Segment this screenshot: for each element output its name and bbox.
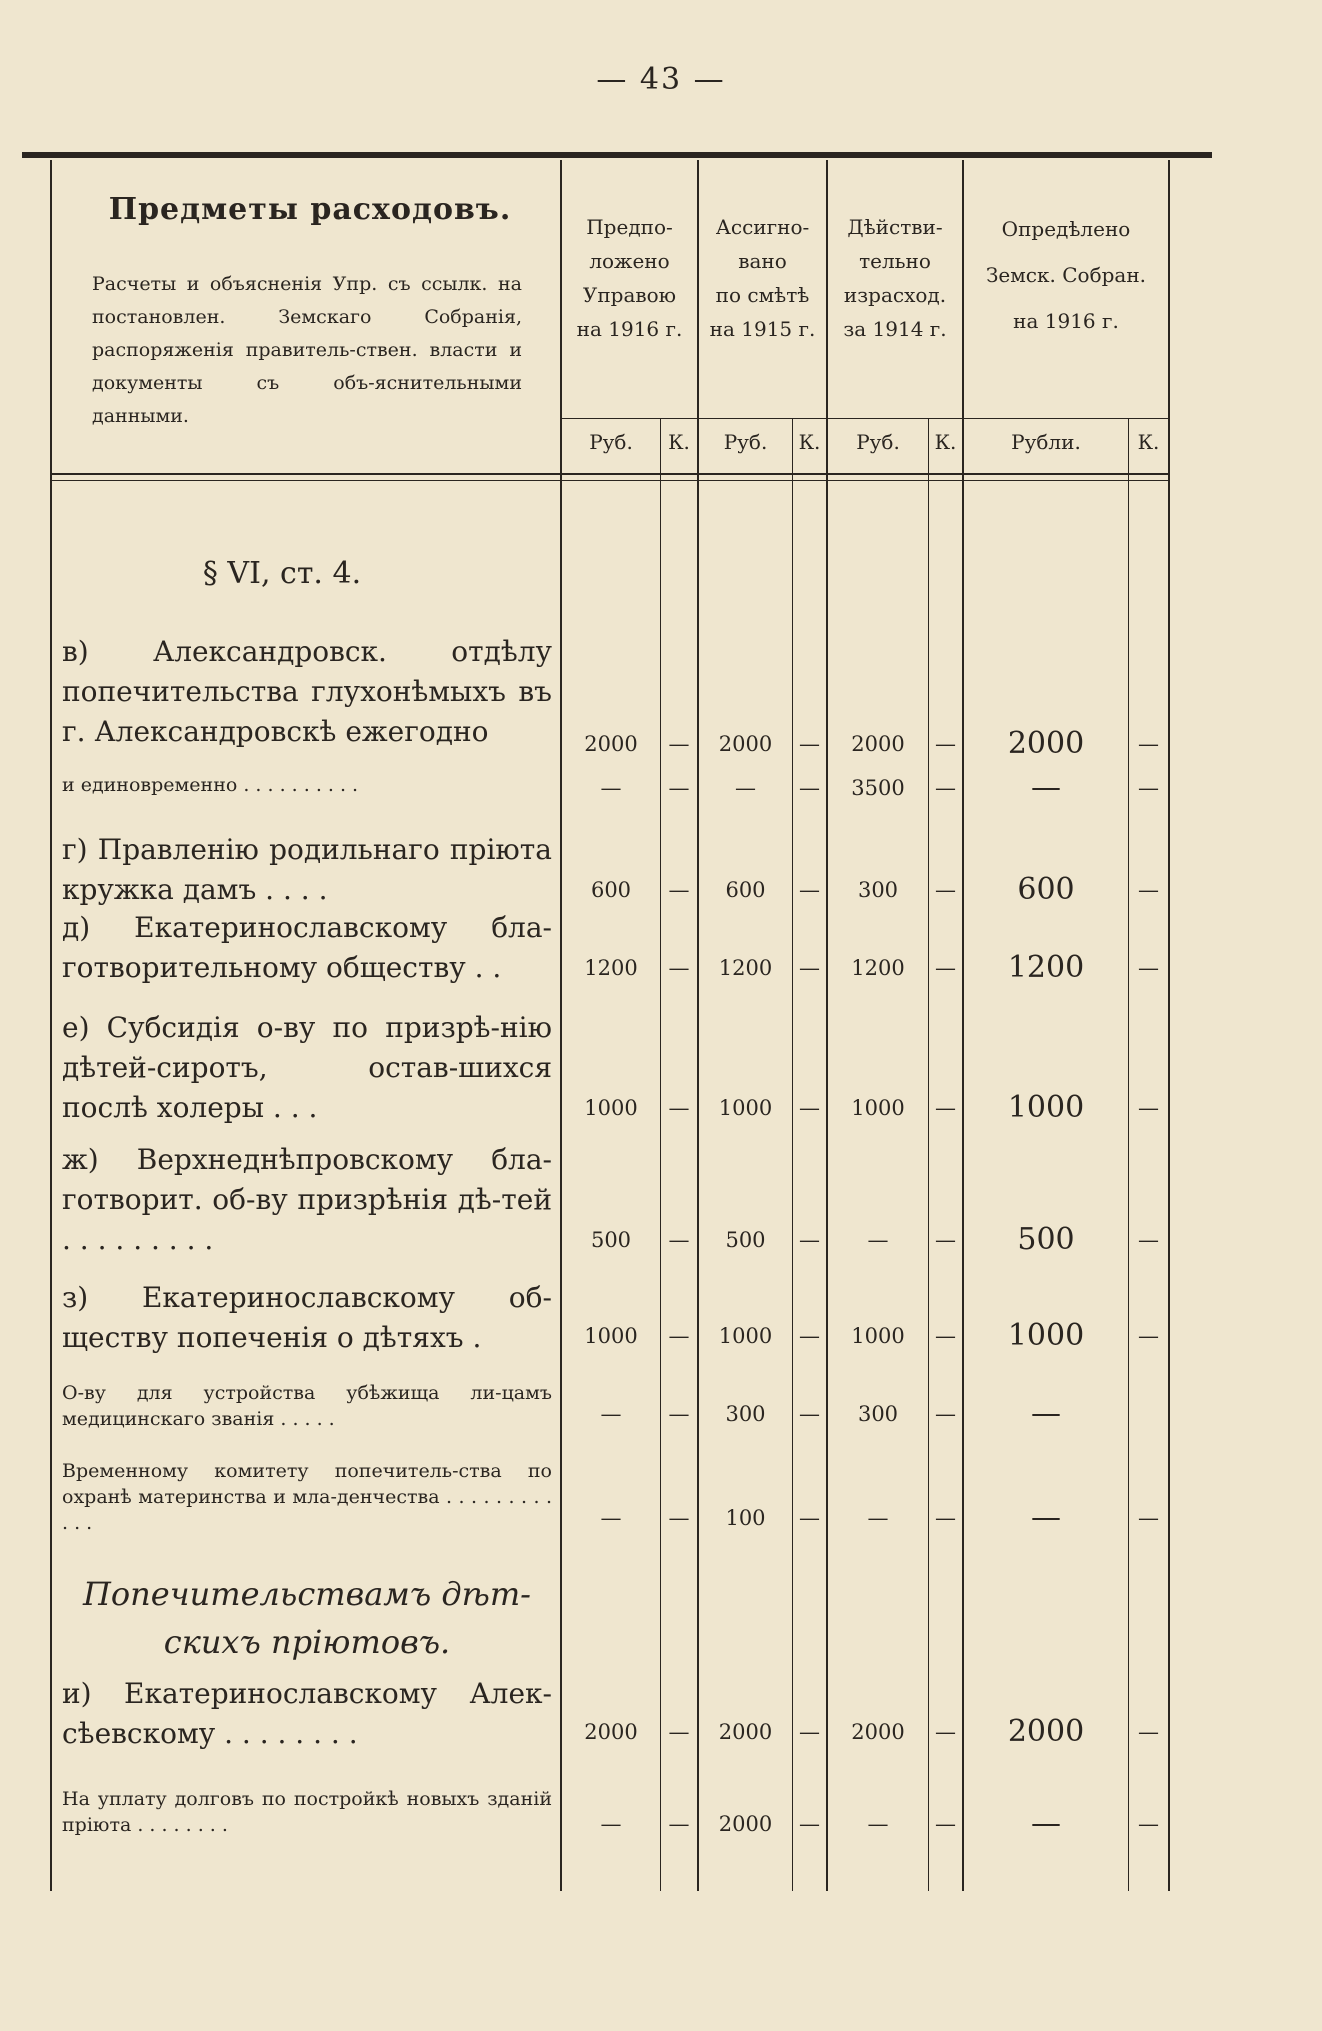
- row-value-c3: —: [867, 1812, 889, 1836]
- row-description: д) Екатеринославскому бла-готворительному обществу . .: [62, 911, 552, 984]
- header-bottom-rule-2: [50, 480, 1170, 481]
- row-value-c4: —: [1031, 1806, 1061, 1841]
- row-value-c1: —: [600, 1402, 622, 1426]
- row-value-k4: —: [1138, 1228, 1159, 1252]
- kop-divider-3: [928, 418, 929, 1891]
- row-value-k1: —: [668, 1506, 690, 1530]
- row-value-k2: —: [799, 878, 820, 902]
- row-value-k4: —: [1138, 1812, 1159, 1836]
- row-value-c3: 3500: [851, 776, 905, 800]
- row-value-k1: —: [668, 776, 690, 800]
- row-value-k2: —: [799, 1506, 820, 1530]
- row-value-k4: —: [1138, 776, 1159, 800]
- row-value-c1: 1000: [584, 1096, 638, 1120]
- column-header-proposed: Предпо- ложено Управою на 1916 г.: [576, 215, 683, 341]
- row-value-c4: 600: [1017, 872, 1075, 907]
- row-value-k3: —: [935, 1506, 956, 1530]
- table-right-border: [1168, 160, 1170, 1891]
- row-value-k4: —: [1138, 1096, 1159, 1120]
- unit-rub-3: Руб.: [856, 430, 900, 454]
- row-value-c1: 2000: [584, 732, 638, 756]
- header-title: Предметы расходовъ.: [108, 192, 512, 227]
- row-value-k2: —: [799, 1720, 820, 1744]
- unit-kop-2: К.: [798, 430, 821, 454]
- row-value-c1: 500: [590, 1228, 632, 1252]
- row-value-k1: —: [668, 1096, 690, 1120]
- column-divider-2: [697, 160, 699, 1891]
- row-value-k3: —: [935, 776, 956, 800]
- row-value-c1: —: [600, 1506, 622, 1530]
- row-value-k3: —: [935, 878, 956, 902]
- row-value-c1: 1000: [584, 1324, 638, 1348]
- row-description: О-ву для устройства убѣжища ли-цамъ медицинскаго званія . . . . .: [62, 1382, 552, 1430]
- row-value-c4: 2000: [1007, 1714, 1085, 1749]
- row-value-c3: 300: [857, 1402, 899, 1426]
- row-value-k1: —: [668, 1228, 690, 1252]
- row-value-c4: 1000: [1007, 1090, 1085, 1125]
- row-value-c2: 1200: [718, 956, 773, 980]
- italic-subheading: Попечительствамъ дѣт-скихъ пріютовъ.: [83, 1575, 531, 1661]
- row-value-k4: —: [1138, 1324, 1159, 1348]
- row-value-k1: —: [668, 878, 690, 902]
- row-value-k4: —: [1138, 956, 1159, 980]
- row-value-c2: 2000: [718, 1720, 773, 1744]
- row-description: ж) Верхнеднѣпровскому бла-готворит. об-ву призрѣнія дѣ-тей . . . . . . . . .: [62, 1143, 552, 1256]
- column-divider-3: [826, 160, 828, 1891]
- column-divider-4: [962, 160, 964, 1891]
- row-value-c2: 500: [725, 1228, 766, 1252]
- row-value-k4: —: [1138, 878, 1159, 902]
- row-value-k3: —: [935, 1720, 956, 1744]
- row-value-k2: —: [799, 776, 820, 800]
- row-description: и) Екатеринославскому Алек-сѣевскому . . . . . . . .: [62, 1677, 552, 1750]
- unit-kop-4: К.: [1137, 430, 1160, 454]
- row-value-k1: —: [668, 1720, 690, 1744]
- section-title: § VI, ст. 4.: [202, 556, 362, 591]
- row-value-c1: 2000: [584, 1720, 638, 1744]
- row-value-k2: —: [799, 956, 820, 980]
- row-value-k3: —: [935, 956, 956, 980]
- page-number: — 43 —: [596, 62, 726, 97]
- column-header-spent: Дѣйстви- тельно израсход. за 1914 г.: [843, 215, 947, 341]
- row-value-k1: —: [668, 1812, 690, 1836]
- row-value-c2: 1000: [718, 1324, 773, 1348]
- row-value-c3: 1000: [851, 1096, 905, 1120]
- row-value-c2: 1000: [718, 1096, 773, 1120]
- row-value-k2: —: [799, 1096, 820, 1120]
- row-value-c1: —: [600, 776, 622, 800]
- row-value-c1: 1200: [584, 956, 638, 980]
- row-value-c4: —: [1031, 1396, 1061, 1431]
- row-value-c2: —: [735, 776, 756, 800]
- kop-divider-2: [792, 418, 793, 1891]
- row-description: з) Екатеринославскому об-ществу попеченія о дѣтяхъ .: [62, 1281, 552, 1354]
- row-value-c4: 500: [1017, 1222, 1075, 1257]
- row-value-c2: 600: [725, 878, 766, 902]
- row-value-c3: 1200: [851, 956, 905, 980]
- row-description: е) Субсидія о-ву по призрѣ-нію дѣтей-сиротъ, остав-шихся послѣ холеры . . .: [62, 1011, 552, 1124]
- row-value-c1: —: [600, 1812, 622, 1836]
- row-value-c1: 600: [590, 878, 632, 902]
- table-left-border: [50, 160, 52, 1891]
- row-value-c3: 1000: [851, 1324, 905, 1348]
- row-value-c3: —: [867, 1506, 889, 1530]
- units-rule: [560, 418, 1168, 419]
- row-description: Временному комитету попечитель-ства по охранѣ материнства и мла-денчества . . . . . . . . . . . .: [62, 1460, 552, 1534]
- row-value-k3: —: [935, 1228, 956, 1252]
- row-value-c2: 2000: [718, 732, 773, 756]
- row-value-c3: 300: [857, 878, 899, 902]
- unit-rub-2: Руб.: [723, 430, 768, 454]
- row-value-c2: 2000: [718, 1812, 773, 1836]
- row-description: На уплату долговъ по постройкѣ новыхъ зданій пріюта . . . . . . . .: [62, 1788, 552, 1836]
- kop-divider-4: [1128, 418, 1129, 1891]
- row-value-k3: —: [935, 1096, 956, 1120]
- row-value-c2: 300: [725, 1402, 766, 1426]
- row-value-k4: —: [1138, 732, 1159, 756]
- unit-kop-3: К.: [934, 430, 957, 454]
- row-value-k1: —: [668, 1324, 690, 1348]
- unit-kop-1: К.: [668, 430, 690, 454]
- row-value-c4: —: [1031, 1500, 1061, 1535]
- row-value-k2: —: [799, 1228, 820, 1252]
- row-value-k3: —: [935, 1324, 956, 1348]
- row-value-k2: —: [799, 1402, 820, 1426]
- row-value-k3: —: [935, 1812, 956, 1836]
- row-description: в) Александровск. отдѣлу попечительства глухонѣмыхъ въ г. Александровскѣ ежегодно: [62, 635, 552, 748]
- unit-rubli: Рубли.: [1011, 430, 1081, 454]
- row-value-k4: —: [1138, 1506, 1159, 1530]
- row-value-k1: —: [668, 1402, 690, 1426]
- row-value-c3: 2000: [851, 1720, 905, 1744]
- row-value-k2: —: [799, 1812, 820, 1836]
- row-value-c3: —: [867, 1228, 889, 1252]
- row-value-c4: 1200: [1007, 950, 1085, 985]
- row-value-k1: —: [668, 732, 690, 756]
- row-value-c4: 1000: [1007, 1318, 1085, 1353]
- row-value-c4: —: [1031, 770, 1061, 805]
- row-value-k2: —: [799, 1324, 820, 1348]
- row-value-k2: —: [799, 732, 820, 756]
- row-description: и единовременно . . . . . . . . . .: [62, 774, 359, 796]
- row-value-k3: —: [935, 1402, 956, 1426]
- column-header-determined: Опредѣлено Земск. Собран. на 1916 г.: [985, 217, 1147, 333]
- top-rule: [22, 152, 1212, 158]
- row-value-c2: 100: [725, 1506, 766, 1530]
- row-value-k1: —: [668, 956, 690, 980]
- row-value-c3: 2000: [851, 732, 905, 756]
- unit-rub-1: Руб.: [589, 430, 633, 454]
- row-value-c4: 2000: [1007, 726, 1085, 761]
- header-bottom-rule: [50, 473, 1170, 475]
- column-header-assigned: Ассигно- вано по смѣтѣ на 1915 г.: [709, 215, 816, 341]
- row-value-k4: —: [1138, 1720, 1159, 1744]
- header-description: Расчеты и объясненія Упр. съ ссылк. на постановлен. Земскаго Собранія, распоряженія правитель-ствен. власти и документы съ объ-яснительными данными.: [92, 273, 522, 427]
- kop-divider-1: [660, 418, 661, 1891]
- row-value-k3: —: [935, 732, 956, 756]
- row-description: г) Правленію родильнаго пріюта кружка дамъ . . . .: [62, 833, 552, 906]
- column-divider-1: [560, 160, 562, 1891]
